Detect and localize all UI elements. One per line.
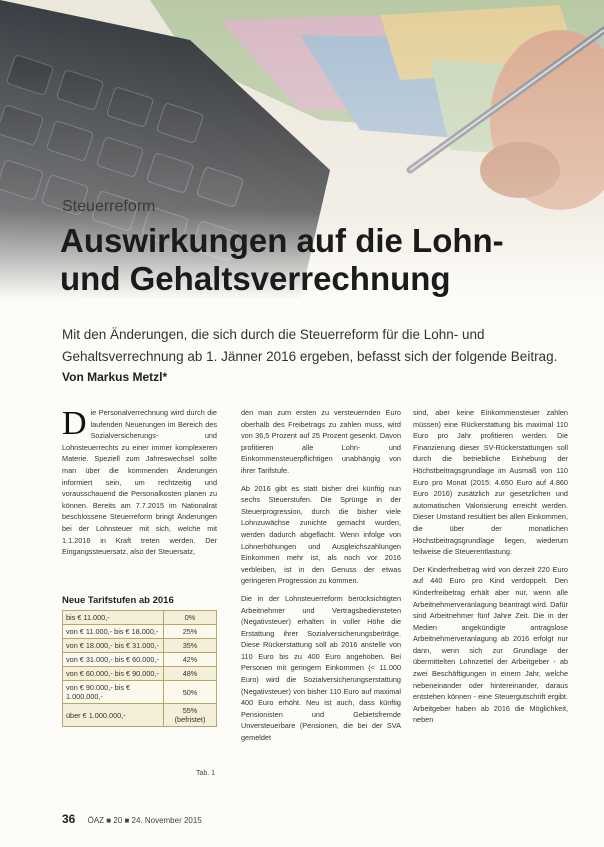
table-cell-rate: 55% (befristet) — [164, 704, 217, 727]
page-number: 36 — [62, 812, 76, 826]
table-cell-range: von € 18.000,- bis € 31.000,- — [63, 639, 164, 653]
table-cell-rate: 50% — [164, 681, 217, 704]
article-lead: Mit den Änderungen, die sich durch die Steuerreform für die Lohn- und Gehaltsverrechnung ab 1. Jänner 2016 ergeben, befasst sich der folgende Beitrag. — [62, 327, 558, 364]
body-paragraph: ie Personalverrechnung wird durch die laufenden Neuerungen im Bereich des Sozialversicherungs- und Lohnsteuerrechts zu einer immer komplexeren Materie. Speziell zum Jahreswechsel sollte man über die kommenden Änderungen informiert sein, um rechtzeitig und vorausschauend die Personalkosten planen zu können. Bereits am 7.7.2015 im Nationalrat beschlossene Steuerreform bringt Änderungen bei der Lohnsteuer mit sich, welche mit 1.1.2016 in Kraft treten werden. Der Eingangssteuersatz, also der Steuersatz, — [62, 408, 217, 557]
table-title: Neue Tarifstufen ab 2016 — [62, 595, 174, 606]
table-cell-range: von € 90.000,- bis € 1.000.000,- — [63, 681, 164, 704]
table-cell-rate: 25% — [164, 625, 217, 639]
table-row — [63, 704, 217, 727]
table-row — [63, 639, 217, 653]
table-cell-rate: 48% — [164, 667, 217, 681]
title-line-1: Auswirkungen auf die Lohn- — [60, 222, 504, 259]
table-cell-rate: 42% — [164, 653, 217, 667]
table-row — [63, 653, 217, 667]
table-cell-range: über € 1.000.000,- — [63, 704, 164, 727]
article-author: Von Markus Metzl* — [62, 370, 168, 384]
article-kicker: Steuerreform — [62, 198, 156, 215]
table-row — [63, 667, 217, 681]
table-caption: Tab. 1 — [196, 770, 216, 777]
table-row — [63, 681, 217, 704]
table-cell-range: von € 60.000,- bis € 90.000,- — [63, 667, 164, 681]
article-title — [60, 222, 504, 298]
table-cell-range: von € 31.000,- bis € 60.000,- — [63, 653, 164, 667]
table-cell-rate: 35% — [164, 639, 217, 653]
table-row — [63, 611, 217, 625]
body-column-2 — [241, 407, 401, 750]
footer-text: ÖAZ ■ 20 ■ 24. November 2015 — [87, 816, 202, 825]
body-column-3 — [413, 407, 568, 732]
body-column-1 — [62, 407, 217, 564]
table-cell-range: bis € 11.000,- — [63, 611, 164, 625]
table-row — [63, 625, 217, 639]
body-paragraph: den man zum ersten zu versteuernden Euro oberhalb des Freibetrags zu zahlen muss, wird von 36,5 Prozent auf 25 Prozent gesenkt. Davon profitieren alle Lohn- und Einkommensteuerpflichtigen unabhängig von ihrer Tarifstufe. — [241, 408, 401, 475]
body-paragraph: Der Kinderfreibetrag wird von derzeit 220 Euro auf 440 Euro pro Kind verdoppelt. Den Kinderfreibetrag erhält aber nur, wenn alle Arbeitnehmerveranlagung beantragt wird. Dafür sind Arbeitnehmer fünf Jahre Zeit. Die in der Medien angekündigte antragslose Arbeitnehmerveranlagung ab 2016 erfolgt nur dann, wenn sich zur Grundlage der übermittelten Lohnzettel der Arbeitgeber - ab zwei Beschäftigungen in einem Jahr, welche nebeneinander oder hintereinander, daraus entstehen können - eine Steuergutschrift ergibt. Arbeitgeber haben ab 2016 die Möglichkeit, neben — [413, 564, 568, 725]
title-line-2: und Gehaltsverrechnung — [60, 260, 451, 297]
body-paragraph: Die in der Lohnsteuerreform berücksichtigten Arbeitnehmer und Vertragsbediensteten (Negativsteuer) erhalten in voller Höhe die Erstattung ihrer Sozialversicherungsbeiträge. Diese Rückerstattung soll ab 2016 anstelle von 110 Euro bis zu 400 Euro angehoben. Bei Personen mit geringem Einkommen (< 11.000 Euro) wird die Sozialversicherungserstattung (Negativsteuer) von bisher 110 Euro auf maximal 400 Euro erhöht. Neu ist auch, dass künftig Pensionisten und Gebietsfremde Unversteuerbare (Pensionen, die bei der SVA gemeldet — [241, 593, 401, 743]
drop-cap: D — [62, 405, 87, 442]
tax-bracket-table — [62, 610, 217, 727]
body-paragraph: sind, aber keine Einkommensteuer zahlen müssen) eine Rückerstattung bis maximal 110 Euro pro Jahr profitieren werden. Die Finanzierung dieser SV-Rückerstattungen soll durch die betriebliche Einhebung der Höchstbeitragsgrundlage im Ausmaß von 110 Euro pro Monat (2015: 4.650 Euro auf 4.860 Euro 2016) zusätzlich zur gesetzlichen und automatischen Valorisierung erreicht werden. Dieser Umstand resultiert bei allen Einkommen, die über der monatlichen Höchstbeitragsgrundlage liegen, wiederum teilweise die Steuerentlastung. — [413, 408, 568, 557]
page-footer — [62, 812, 202, 826]
table-cell-range: von € 11.000,- bis € 18.000,- — [63, 625, 164, 639]
body-paragraph: Ab 2016 gibt es statt bisher drei künftig nun sechs Steuerstufen. Die Sprünge in der Steuerprogression, durch die bisher viele Lohnzuwächse zunichte gemacht wurden, werden dadurch abgeflacht. Wenn infolge von Lohnerhöhungen und Ausgleichszahlungen Einkommen mehr ist, als noch vor 2016 verbleiben, ist in den Genuss der etwas geringeren Progression zu kommen. — [241, 483, 401, 586]
table-cell-rate: 0% — [164, 611, 217, 625]
